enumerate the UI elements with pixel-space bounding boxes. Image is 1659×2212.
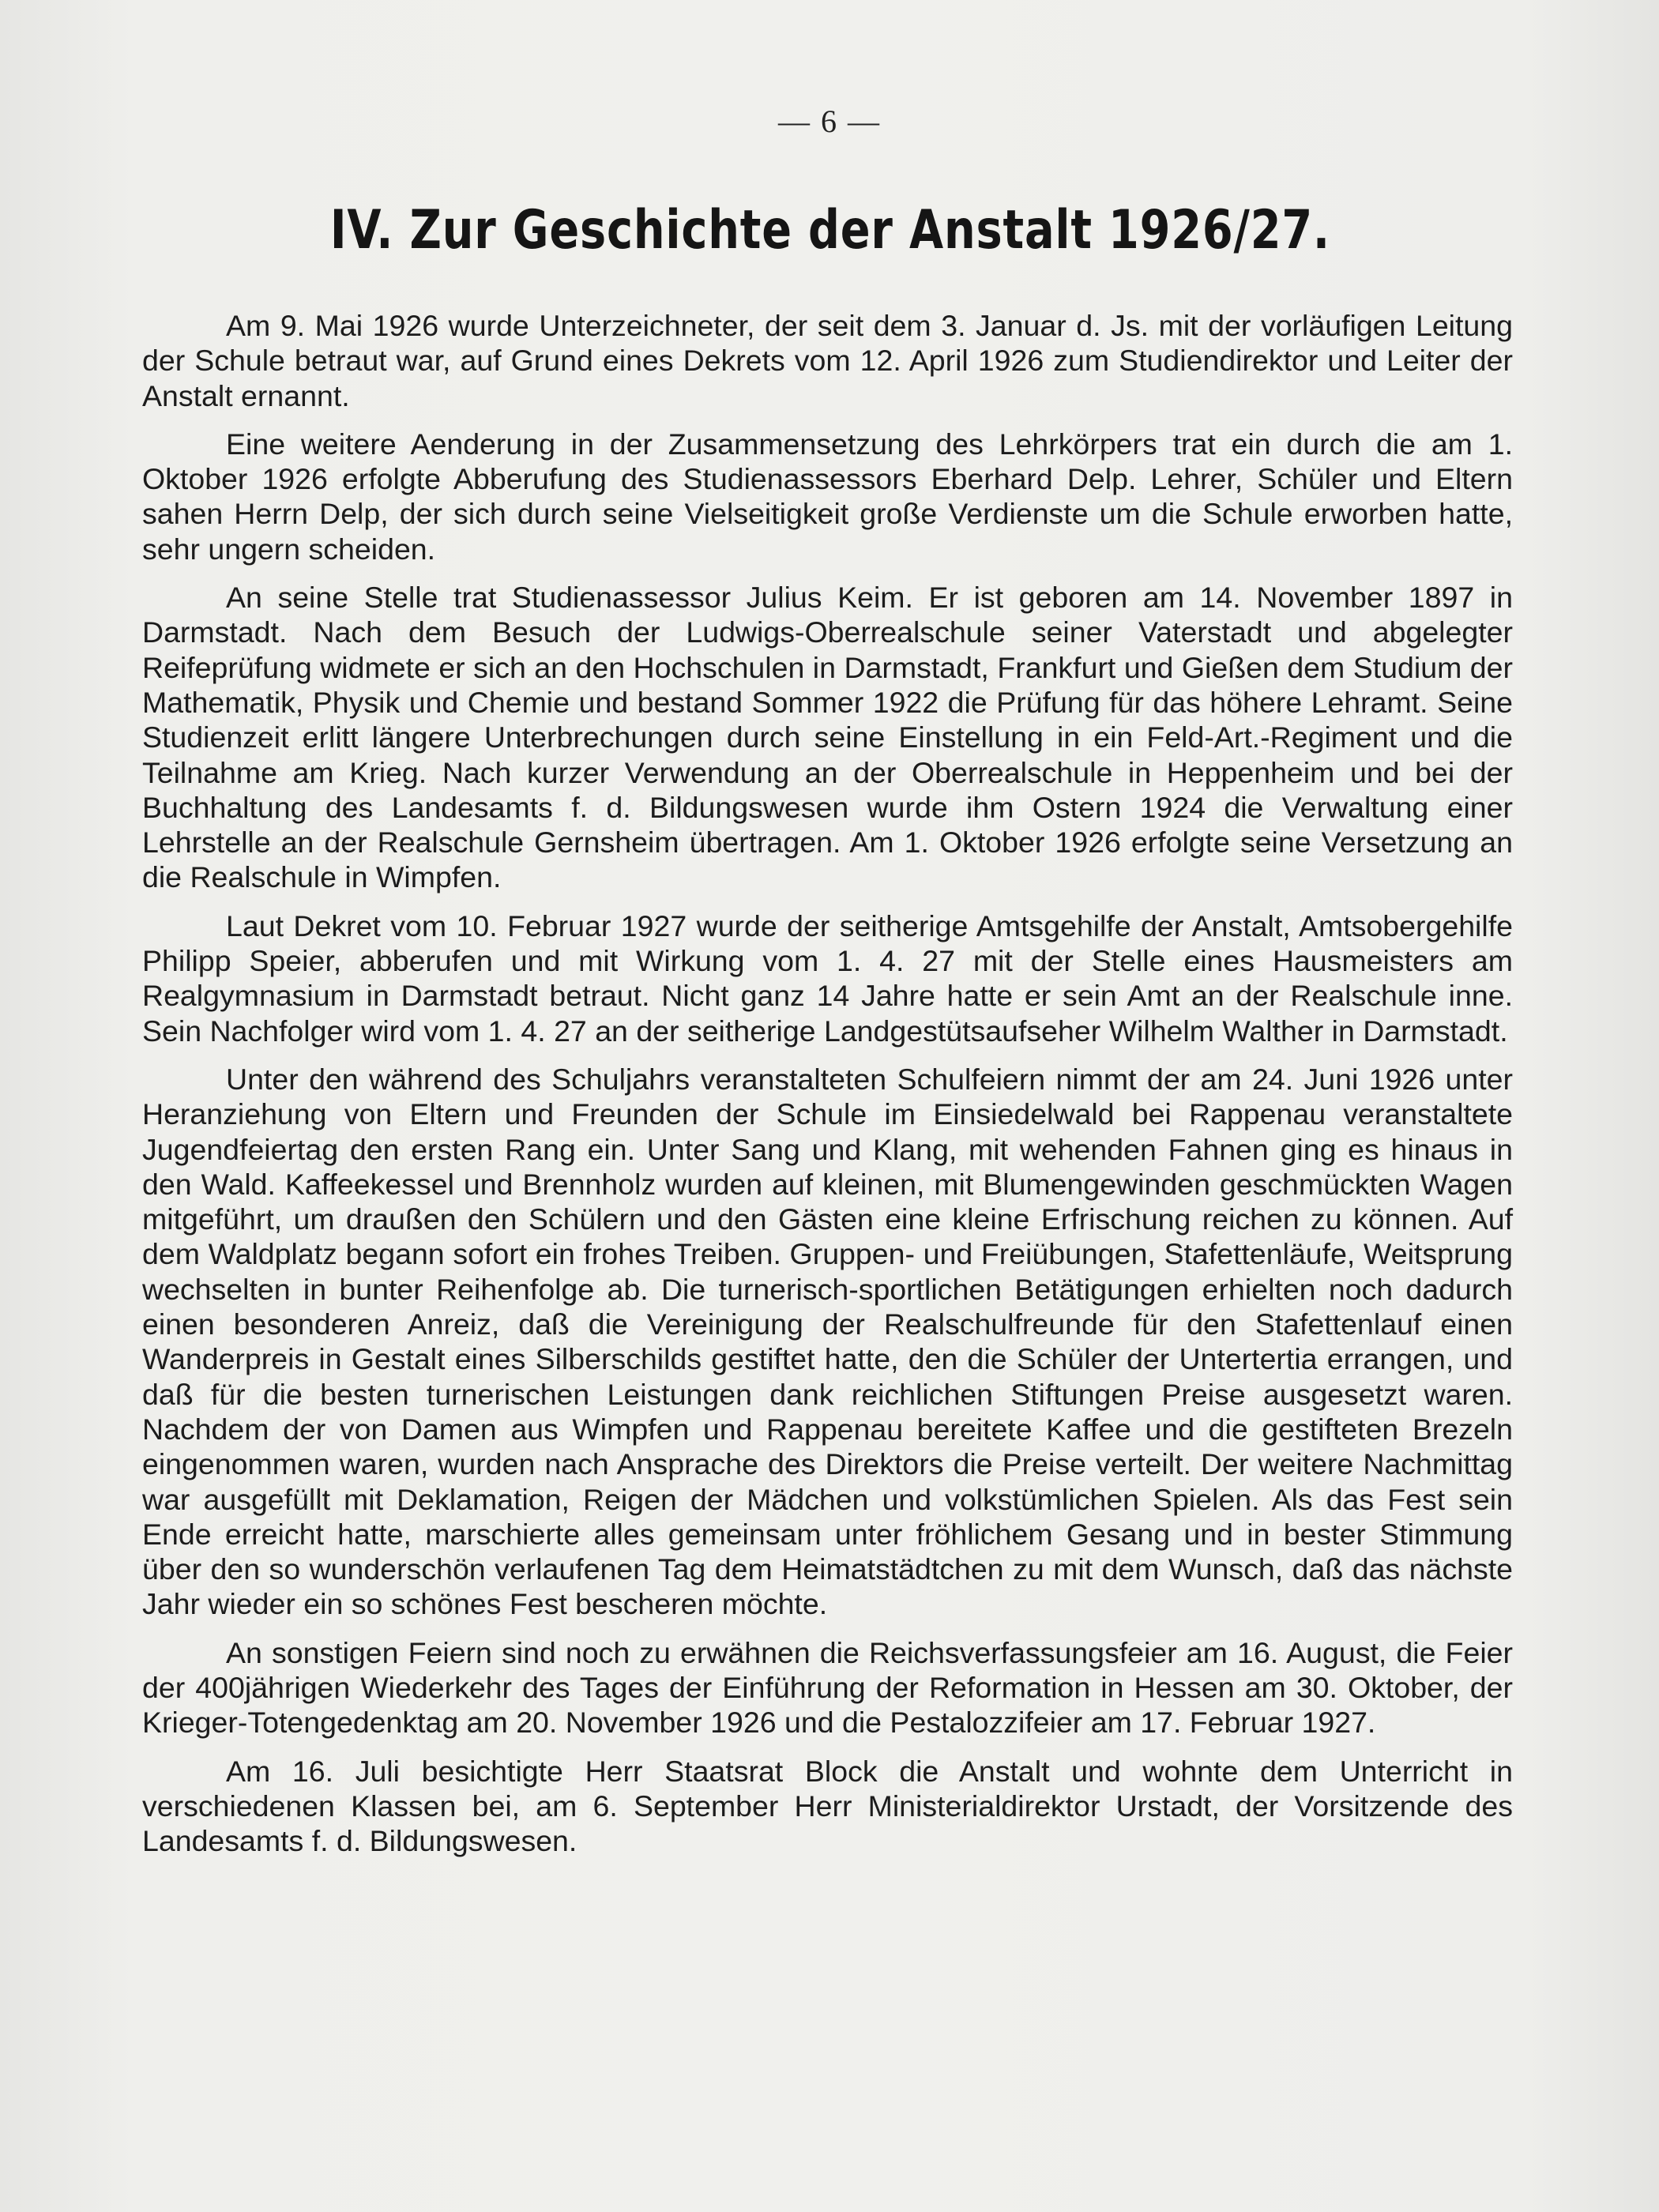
paragraph-caretaker: Laut Dekret vom 10. Februar 1927 wurde der seitherige Amtsgehilfe der Anstalt, Amtsobergehilfe Philipp Speier, abberufen und mit Wirkung vom 1. 4. 27 mit der Stelle eines Hausmeisters am Realgymnasium in Darmstadt betraut. Nicht ganz 14 Jahre hatte er sein Amt an der Realschule inne. Sein Nachfolger wird vom 1. 4. 27 an der seitherige Landgestütsaufseher Wilhelm Walther in Darmstadt. (142, 908, 1513, 1048)
paragraph-staff-change: Eine weitere Aenderung in der Zusammensetzung des Lehrkörpers trat ein durch die am 1. Oktober 1926 erfolgte Abberufung des Studienassessors Eberhard Delp. Lehrer, Schüler und Eltern sahen Herrn Delp, der sich durch seine Vielseitigkeit große Verdienste um die Schule erworben hatte, sehr ungern scheiden. (142, 427, 1513, 566)
paragraph-other-celebrations: An sonstigen Feiern sind noch zu erwähnen die Reichsverfassungsfeier am 16. August, die Feier der 400jährigen Wiederkehr des Tages der Einführung der Reformation in Hessen am 30. Oktober, der Krieger-Totengedenktag am 20. November 1926 und die Pestalozzifeier am 17. Februar 1927. (142, 1635, 1513, 1740)
paragraph-school-festival: Unter den während des Schuljahrs veranstalteten Schulfeiern nimmt der am 24. Juni 1926 unter Heranziehung von Eltern und Freunden der Schule im Einsiedelwald bei Rappenau veranstaltete Jugendfeiertag den ersten Rang ein. Unter Sang und Klang, mit wehenden Fahnen ging es hinaus in den Wald. Kaffeekessel und Brennholz wurden auf kleinen, mit Blumengewinden geschmückten Wagen mitgeführt, um draußen den Schülern und den Gästen eine kleine Erfrischung reichen zu können. Auf dem Waldplatz begann sofort ein frohes Treiben. Gruppen- und Freiübungen, Stafettenläufe, Weitsprung wechselten in bunter Reihenfolge ab. Die turnerisch-sportlichen Betätigungen erhielten noch dadurch einen besonderen Anreiz, daß die Vereinigung der Realschulfreunde für den Stafettenlauf einen Wanderpreis in Gestalt eines Silberschilds gestiftet hatte, den die Schüler der Untertertia errangen, und daß für die besten turnerischen Leistungen dank reichlichen Stiftungen Preise ausgesetzt waren. Nachdem der von Damen aus Wimpfen und Rappenau bereitete Kaffee und die gestifteten Brezeln eingenommen waren, wurden nach Ansprache des Direktors die Preise verteilt. Der weitere Nachmittag war ausgefüllt mit Deklamation, Reigen der Mädchen und volkstümlichen Spielen. Als das Fest sein Ende erreicht hatte, marschierte alles gemeinsam unter fröhlichem Gesang und in bester Stimmung über den so wunderschön verlaufenen Tag dem Heimatstädtchen zu mit dem Wunsch, daß das nächste Jahr wieder ein so schönes Fest bescheren möchte. (142, 1062, 1513, 1621)
paragraph-visits: Am 16. Juli besichtigte Herr Staatsrat Block die Anstalt und wohnte dem Unterricht in verschiedenen Klassen bei, am 6. September Herr Ministerialdirektor Urstadt, der Vorsitzende des Landesamts f. d. Bildungswesen. (142, 1754, 1513, 1858)
page-number: — 6 — (778, 103, 881, 139)
section-heading: IV. Zur Geschichte der Anstalt 1926/27. (329, 199, 1330, 261)
body-text (142, 308, 1513, 1858)
paragraph-new-teacher: An seine Stelle trat Studienassessor Julius Keim. Er ist geboren am 14. November 1897 in Darmstadt. Nach dem Besuch der Ludwigs-Oberrealschule seiner Vaterstadt und abgelegter Reifeprüfung widmete er sich an den Hochschulen in Darmstadt, Frankfurt und Gießen dem Studium der Mathematik, Physik und Chemie und bestand Sommer 1922 die Prüfung für das höhere Lehramt. Seine Studienzeit erlitt längere Unterbrechungen durch seine Einstellung in ein Feld-Art.-Regiment und die Teilnahme am Krieg. Nach kurzer Verwendung an der Oberrealschule in Heppenheim und bei der Buchhaltung des Landesamts f. d. Bildungswesen wurde ihm Ostern 1924 die Verwaltung einer Lehrstelle an der Realschule Gernsheim übertragen. Am 1. Oktober 1926 erfolgte seine Versetzung an die Realschule in Wimpfen. (142, 581, 1513, 894)
paragraph-appointment: Am 9. Mai 1926 wurde Unterzeichneter, der seit dem 3. Januar d. Js. mit der vorläufigen Leitung der Schule betraut war, auf Grund eines Dekrets vom 12. April 1926 zum Studiendirektor und Leiter der Anstalt ernannt. (142, 309, 1513, 412)
